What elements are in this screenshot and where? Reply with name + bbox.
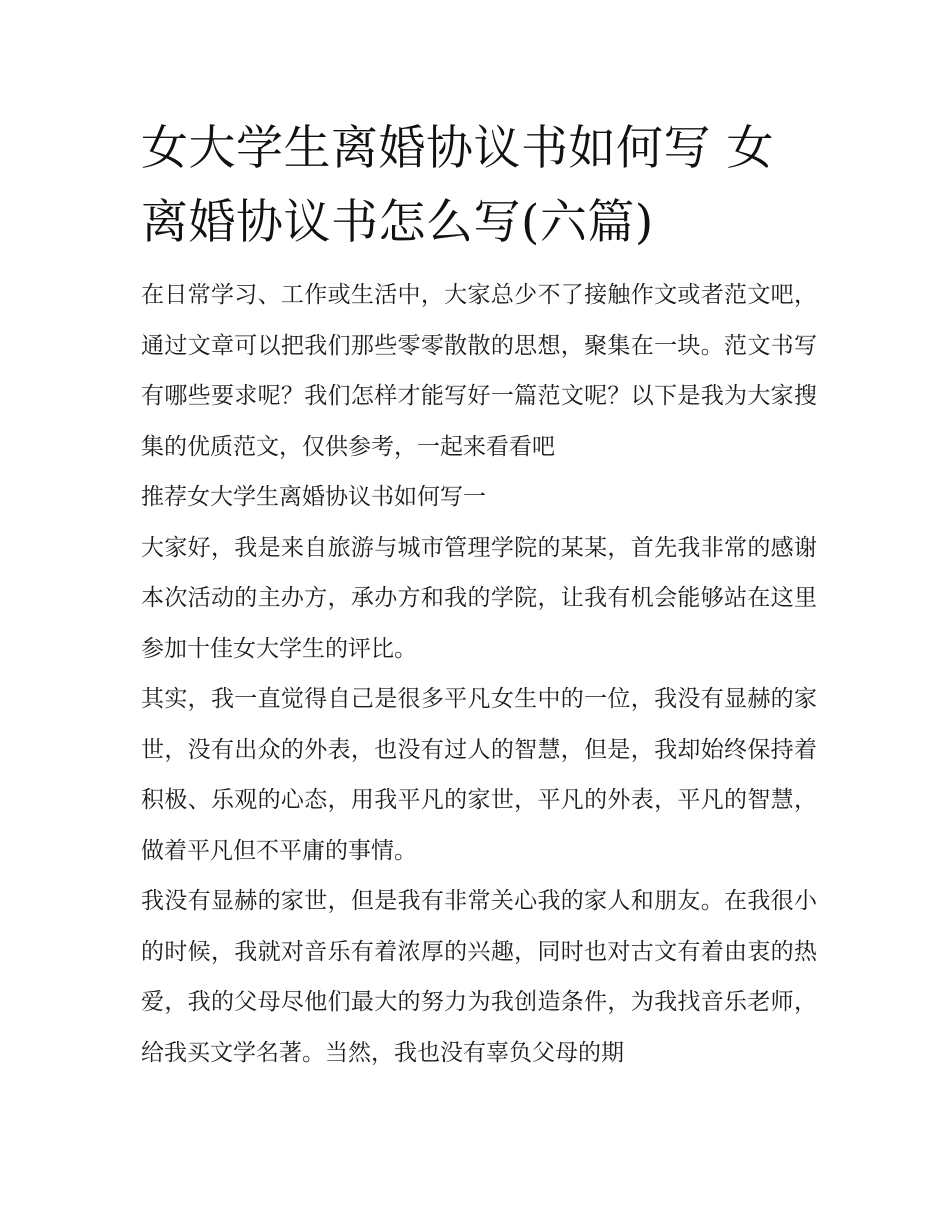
document-title: 女大学生离婚协议书如何写 女离婚协议书怎么写(六篇) [141, 121, 774, 250]
document-body [141, 270, 817, 1078]
intro-paragraph: 在日常学习、工作或生活中，大家总少不了接触作文或者范文吧，通过文章可以把我们那些零零散散的思想，聚集在一块。范文书写有哪些要求呢？我们怎样才能写好一篇范文呢？以下是我为大家搜集的优质范文，仅供参考，一起来看看吧 [141, 282, 817, 460]
body-paragraph: 我没有显赫的家世，但是我有非常关心我的家人和朋友。在我很小的时候，我就对音乐有着浓厚的兴趣，同时也对古文有着由衷的热爱，我的父母尽他们最大的努力为我创造条件，为我找音乐老师，给我买文学名著。当然，我也没有辜负父母的期 [141, 888, 817, 1066]
body-paragraph: 其实，我一直觉得自己是很多平凡女生中的一位，我没有显赫的家世，没有出众的外表，也没有过人的智慧，但是，我却始终保持着积极、乐观的心态，用我平凡的家世，平凡的外表，平凡的智慧，做着平凡但不平庸的事情。 [141, 686, 817, 864]
section-heading: 推荐女大学生离婚协议书如何写一 [141, 484, 486, 510]
body-paragraph: 大家好，我是来自旅游与城市管理学院的某某，首先我非常的感谢本次活动的主办方，承办方和我的学院，让我有机会能够站在这里参加十佳女大学生的评比。 [141, 534, 817, 662]
document-content [141, 112, 817, 1078]
